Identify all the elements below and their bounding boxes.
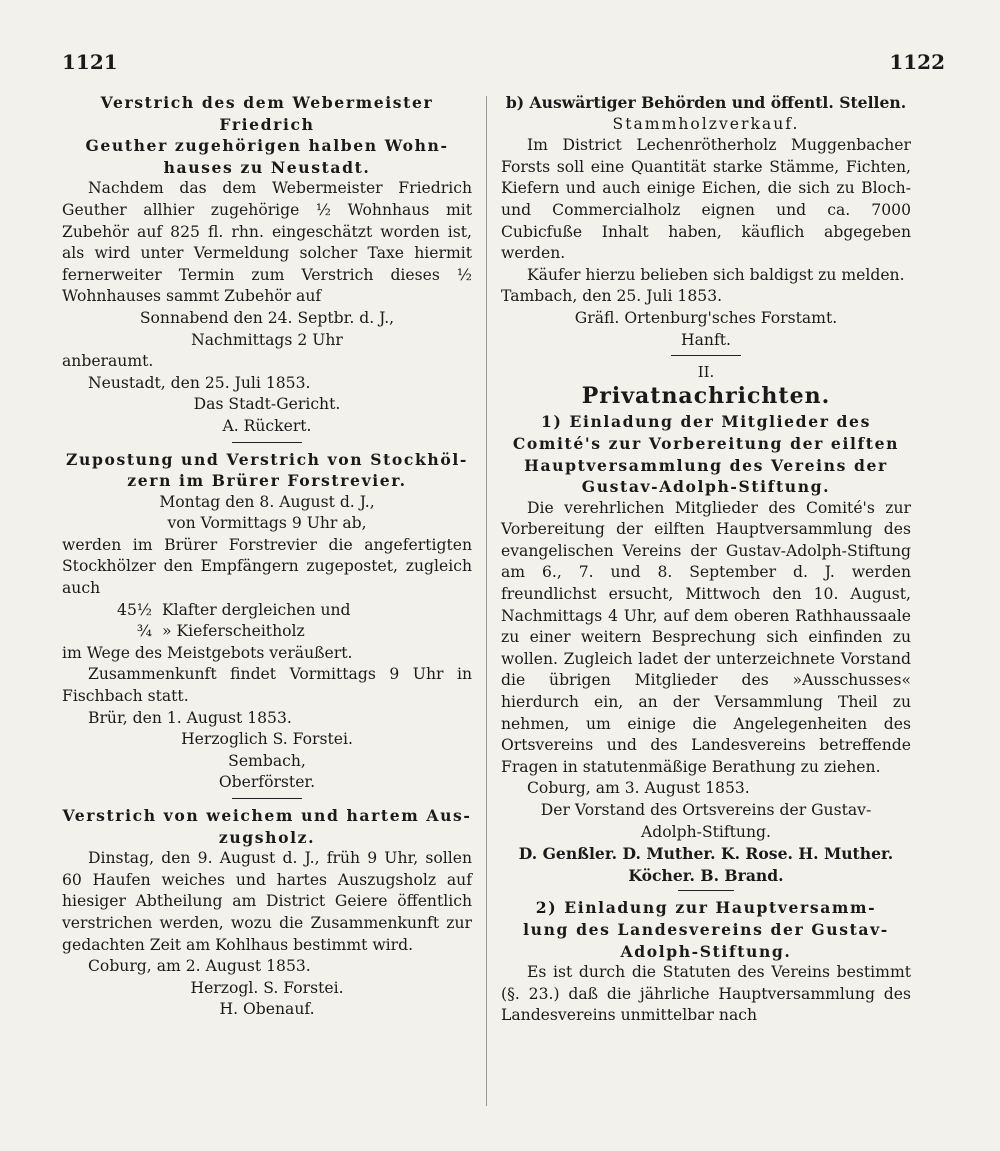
section-title: Privatnachrichten. [581,382,831,409]
notice-heading-line: Adolph-Stiftung. [620,941,792,961]
notice-text: anberaumt. [62,352,154,371]
separator-rule [678,890,734,891]
notice-heading-line: zern im Brürer Forstrevier. [127,471,407,491]
notice-place-date: Neustadt, den 25. Juli 1853. [88,373,311,392]
notice-signature: Sembach, [228,751,306,770]
notice-stammholz [501,92,911,351]
notice-body: Nachdem das dem Webermeister Friedrich Geuther allhier zugehörige ½ Wohnhaus mit Zubehör auf 825 fl. rhn. eingeschätzt worden ist, als wird unter Vermeldung solcher Taxe hiermit fernerweiter Termin zum Verstrich dieses ½ Wohnhauses sammt Zubehör auf [62,179,472,306]
notice-heading-line: zugsholz. [218,827,316,847]
notice-time: Nachmittags 2 Uhr [191,330,343,349]
notice-signature: Oberförster. [218,773,316,792]
notice-body: werden im Brürer Forstrevier die angefertigten Stockhölzer den Empfängern zugepostet, zugleich auch [62,535,472,598]
notice-names: D. Genßler. D. Muther. K. Rose. H. Muther. [518,844,894,864]
notice-heading-line: lung des Landesvereins der Gustav- [523,919,889,939]
section-number: II. [697,363,715,382]
page-number-right: 1122 [889,50,945,74]
wood-description: Klafter dergleichen und [162,600,351,619]
wood-quantity: 45½ [117,600,152,619]
notice-heading-line: Verstrich von weichem und hartem Aus- [62,806,472,825]
notice-signature: Herzogl. S. Forstei. [190,978,344,997]
notice-signature: Gräfl. Ortenburg'sches Forstamt. [574,308,838,327]
notice-place-date: Brür, den 1. August 1853. [88,708,292,727]
notice-heading-line: Gustav-Adolph-Stiftung. [581,477,831,497]
notice-heading-line: Stammholzverkauf. [612,114,800,133]
notice-stockholz [62,449,472,795]
notice-names: Köcher. B. Brand. [628,865,784,885]
wood-item [62,621,472,643]
wood-description: » Kieferscheitholz [162,622,305,641]
notice-signature: Das Stadt-Gericht. [193,395,341,414]
notice-landesverein-invitation [501,897,911,1027]
separator-rule [671,355,741,356]
notice-heading-line: Hauptversammlung des Vereins der [524,455,888,475]
notice-place-date: Tambach, den 25. Juli 1853. [501,287,723,306]
notice-date: Montag den 8. August d. J., [159,492,375,511]
notice-heading-line: 1) Einladung der Mitglieder des [541,412,871,432]
column-divider [486,96,487,1106]
notice-heading-line: Zupostung und Verstrich von Stockhöl- [66,449,468,469]
notice-body: Die verehrlichen Mitglieder des Comité's zur Vorbereitung der eilften Hauptversammlung des evangelischen Vereins der Gustav-Adolph-Stiftung am 6., 7. und 8. September d. J. werden freundlichst ersucht, Mittwoch den 10. August, Nachmittags 4 Uhr, auf dem oberen Rathhaussaale zu einer weitern Besprechung sich einfinden zu wollen. Zugleich ladet der unterzeichnete Vorstand die übrigen Mitglieder des »Ausschusses« hierdurch ein, an der Versammlung Theil zu nehmen, um einige die Angelegenheiten des Ortsvereins und des Landesvereins betreffende Fragen in statutenmäßige Berathung zu ziehen. [501,498,911,776]
left-column [62,92,472,1021]
notice-heading-line: hauses zu Neustadt. [163,157,371,177]
wood-item [62,600,472,622]
notice-body: Käufer hierzu belieben sich baldigst zu melden. [527,265,905,284]
notice-body: Es ist durch die Statuten des Vereins bestimmt (§. 23.) daß die jährliche Hauptversammlung des Landesvereins unmittelbar nach [501,963,911,1025]
notice-place-date: Coburg, am 2. August 1853. [88,957,311,976]
notice-signature: Hanft. [681,330,731,349]
notice-date: Sonnabend den 24. Septbr. d. J., [139,308,395,327]
notice-body: Dinstag, den 9. August d. J., früh 9 Uhr, sollen 60 Haufen weiches und hartes Auszugsholz auf hiesiger Abtheilung am District Geiere öffentlich verstrichen werden, wozu die Zusammenkunft zur gedachten Zeit am Kohlhaus bestimmt wird. [62,849,472,954]
notice-signature: Adolph-Stiftung. [641,822,771,841]
separator-rule [232,442,302,443]
notice-time: von Vormittags 9 Uhr ab, [167,514,367,533]
notice-comite-invitation [501,411,911,886]
section-subtitle: b) Auswärtiger Behörden und öffentl. Stellen. [505,93,907,112]
notice-signature: Der Vorstand des Ortsvereins der Gustav- [540,801,872,819]
notice-heading-line: 2) Einladung zur Hauptversamm- [535,898,877,918]
notice-signature: Herzoglich S. Forstei. [181,730,353,749]
notice-heading-line: Geuther zugehörigen halben Wohn- [85,136,449,156]
notice-heading-line: Comité's zur Vorbereitung der eilften [512,433,900,453]
notice-body: Zusammenkunft findet Vormittags 9 Uhr in Fischbach statt. [62,665,472,706]
notice-signature: H. Obenauf. [219,1000,315,1019]
notice-place-date: Coburg, am 3. August 1853. [527,779,750,798]
notice-body: im Wege des Meistgebots veräußert. [62,643,353,662]
notice-auszugsholz [62,805,472,1021]
notice-weaver-house [62,92,472,438]
right-column [501,92,911,1027]
separator-rule [232,798,302,799]
notice-body: Im District Lechenrötherholz Muggenbacher Forsts soll eine Quantität starke Stämme, Fichten, Kiefern und auch einige Eichen, die sich zu Bloch- und Commercialholz eignen und ca. 7000 Cubicfuße Inhalt haben, käuflich abgegeben werden. [501,136,911,263]
wood-quantity: ¾ [136,622,152,641]
notice-heading-line: Verstrich des dem Webermeister Friedrich [100,93,434,134]
page-number-left: 1121 [62,50,118,74]
notice-signature: A. Rückert. [222,416,312,435]
